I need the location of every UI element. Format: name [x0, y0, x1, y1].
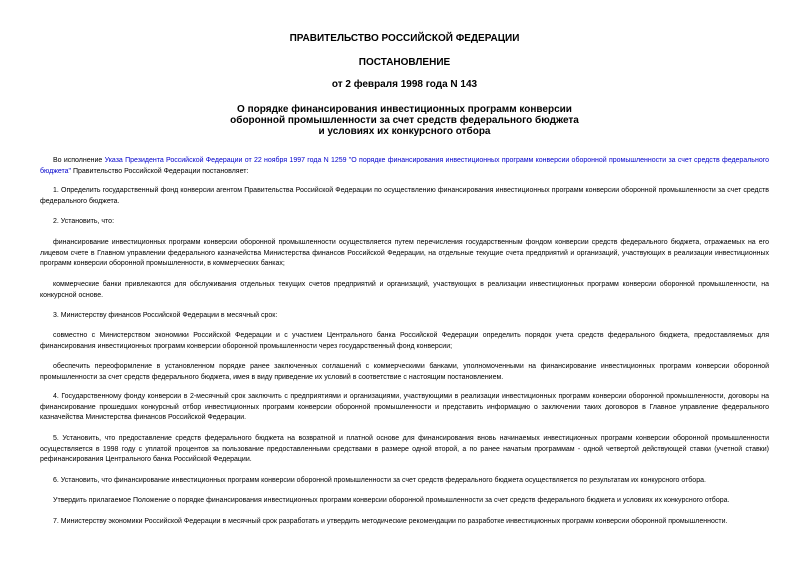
paragraph-6: 6. Установить, что финансирование инвестиционных программ конверсии оборонной промышленности за счет средств федерального бюджета осуществляется по результатам их конкурсного отбора. — [53, 477, 706, 484]
title-line-3: и условиях их конкурсного отбора — [318, 126, 491, 137]
paragraph-2: 2. Установить, что: — [53, 218, 115, 225]
preamble-text-after: Правительство Российской Федерации постановляет: — [71, 167, 249, 175]
decree-link[interactable]: Указа Президента Российской Федерации от 22 ноября 1997 года N 1259 "О порядке финансирования инвестиционных программ конверсии оборонной промышленности за счет средств федерального бюджета" — [40, 157, 770, 175]
title-line-1: О порядке финансирования инвестиционных программ конверсии — [237, 104, 572, 115]
paragraph-1: 1. Определить государственный фонд конверсии агентом Правительства Российской Федерации по осуществлению финансирования инвестиционных программ конверсии оборонной промышленности за счет средств федерального бюджета. — [40, 187, 769, 205]
paragraph-2-banks: коммерческие банки привлекаются для обслуживания отдельных текущих счетов предприятий и организаций, участвующих в реализации инвестиционных программ конверсии оборонной промышленности, на конкурсной основе. — [40, 281, 769, 299]
paragraph-5: 5. Установить, что предоставление средств федерального бюджета на возвратной и платной основе для финансирования вновь начинаемых инвестиционных программ конверсии оборонной промышленности осуществляется в 1998 году с уплатой процентов за пользование предоставленными средствами в размере одной второй, а по ранее начатым программам - одной четвертой действующей ставки (учетной ставки) рефинансирования Центрального банка Российской Федерации. — [40, 435, 769, 463]
preamble-text-before: Во исполнение — [53, 157, 105, 164]
paragraph-4: 4. Государственному фонду конверсии в 2-месячный срок заключить с предприятиями и организациями, участвующими в реализации инвестиционных программ конверсии оборонной промышленности, договоры на финансирование прошедших конкурсный отбор инвестиционных программ конверсии оборонной промышленности и представить информацию о заключении таких договоров в Главное управление федерального казначейства Министерства финансов Российской Федерации. — [40, 393, 769, 421]
preamble-paragraph — [40, 156, 769, 177]
title-line-2: оборонной промышленности за счет средств федерального бюджета — [230, 115, 579, 126]
paragraph-2-financing: финансирование инвестиционных программ конверсии оборонной промышленности осуществляется путем перечисления государственным фондом конверсии средств федерального бюджета, отражаемых на его лицевом счете в Главном управлении федерального казначейства Министерства финансов Российской Федерации, на отдельные текущие счета предприятий и организаций, участвующих в реализации инвестиционных программ конверсии оборонной промышленности, в коммерческих банках; — [40, 239, 769, 267]
paragraph-3-accounting: совместно с Министерством экономики Российской Федерации и с участием Центрального банка Российской Федерации определить порядок учета средств федерального бюджета, предоставляемых для финансирования инвестиционных программ конверсии оборонной промышленности через государственный фонд конверсии; — [40, 332, 769, 350]
document-date-number: от 2 февраля 1998 года N 143 — [331, 79, 478, 90]
government-heading: ПРАВИТЕЛЬСТВО РОССИЙСКОЙ ФЕДЕРАЦИИ — [289, 33, 520, 44]
document-title — [40, 104, 769, 137]
paragraph-7: 7. Министерству экономики Российской Федерации в месячный срок разработать и утвердить методические рекомендации по разработке инвестиционных программ конверсии оборонной промышленности. — [53, 518, 728, 525]
paragraph-6-approval: Утвердить прилагаемое Положение о порядке финансирования инвестиционных программ конверсии оборонной промышленности за счет средств федерального бюджета и условиях их конкурсного отбора. — [53, 497, 730, 504]
document-type-heading: ПОСТАНОВЛЕНИЕ — [358, 57, 451, 68]
paragraph-3: 3. Министерству финансов Российской Федерации в месячный срок: — [53, 312, 278, 319]
paragraph-3-agreements: обеспечить переоформление в установленном порядке ранее заключенных соглашений с коммерческими банками, уполномоченными на финансирование инвестиционных программ конверсии оборонной промышленности за счет средств федерального бюджета, имея в виду приведение их условий в соответствие с настоящим постановлением. — [40, 363, 769, 381]
